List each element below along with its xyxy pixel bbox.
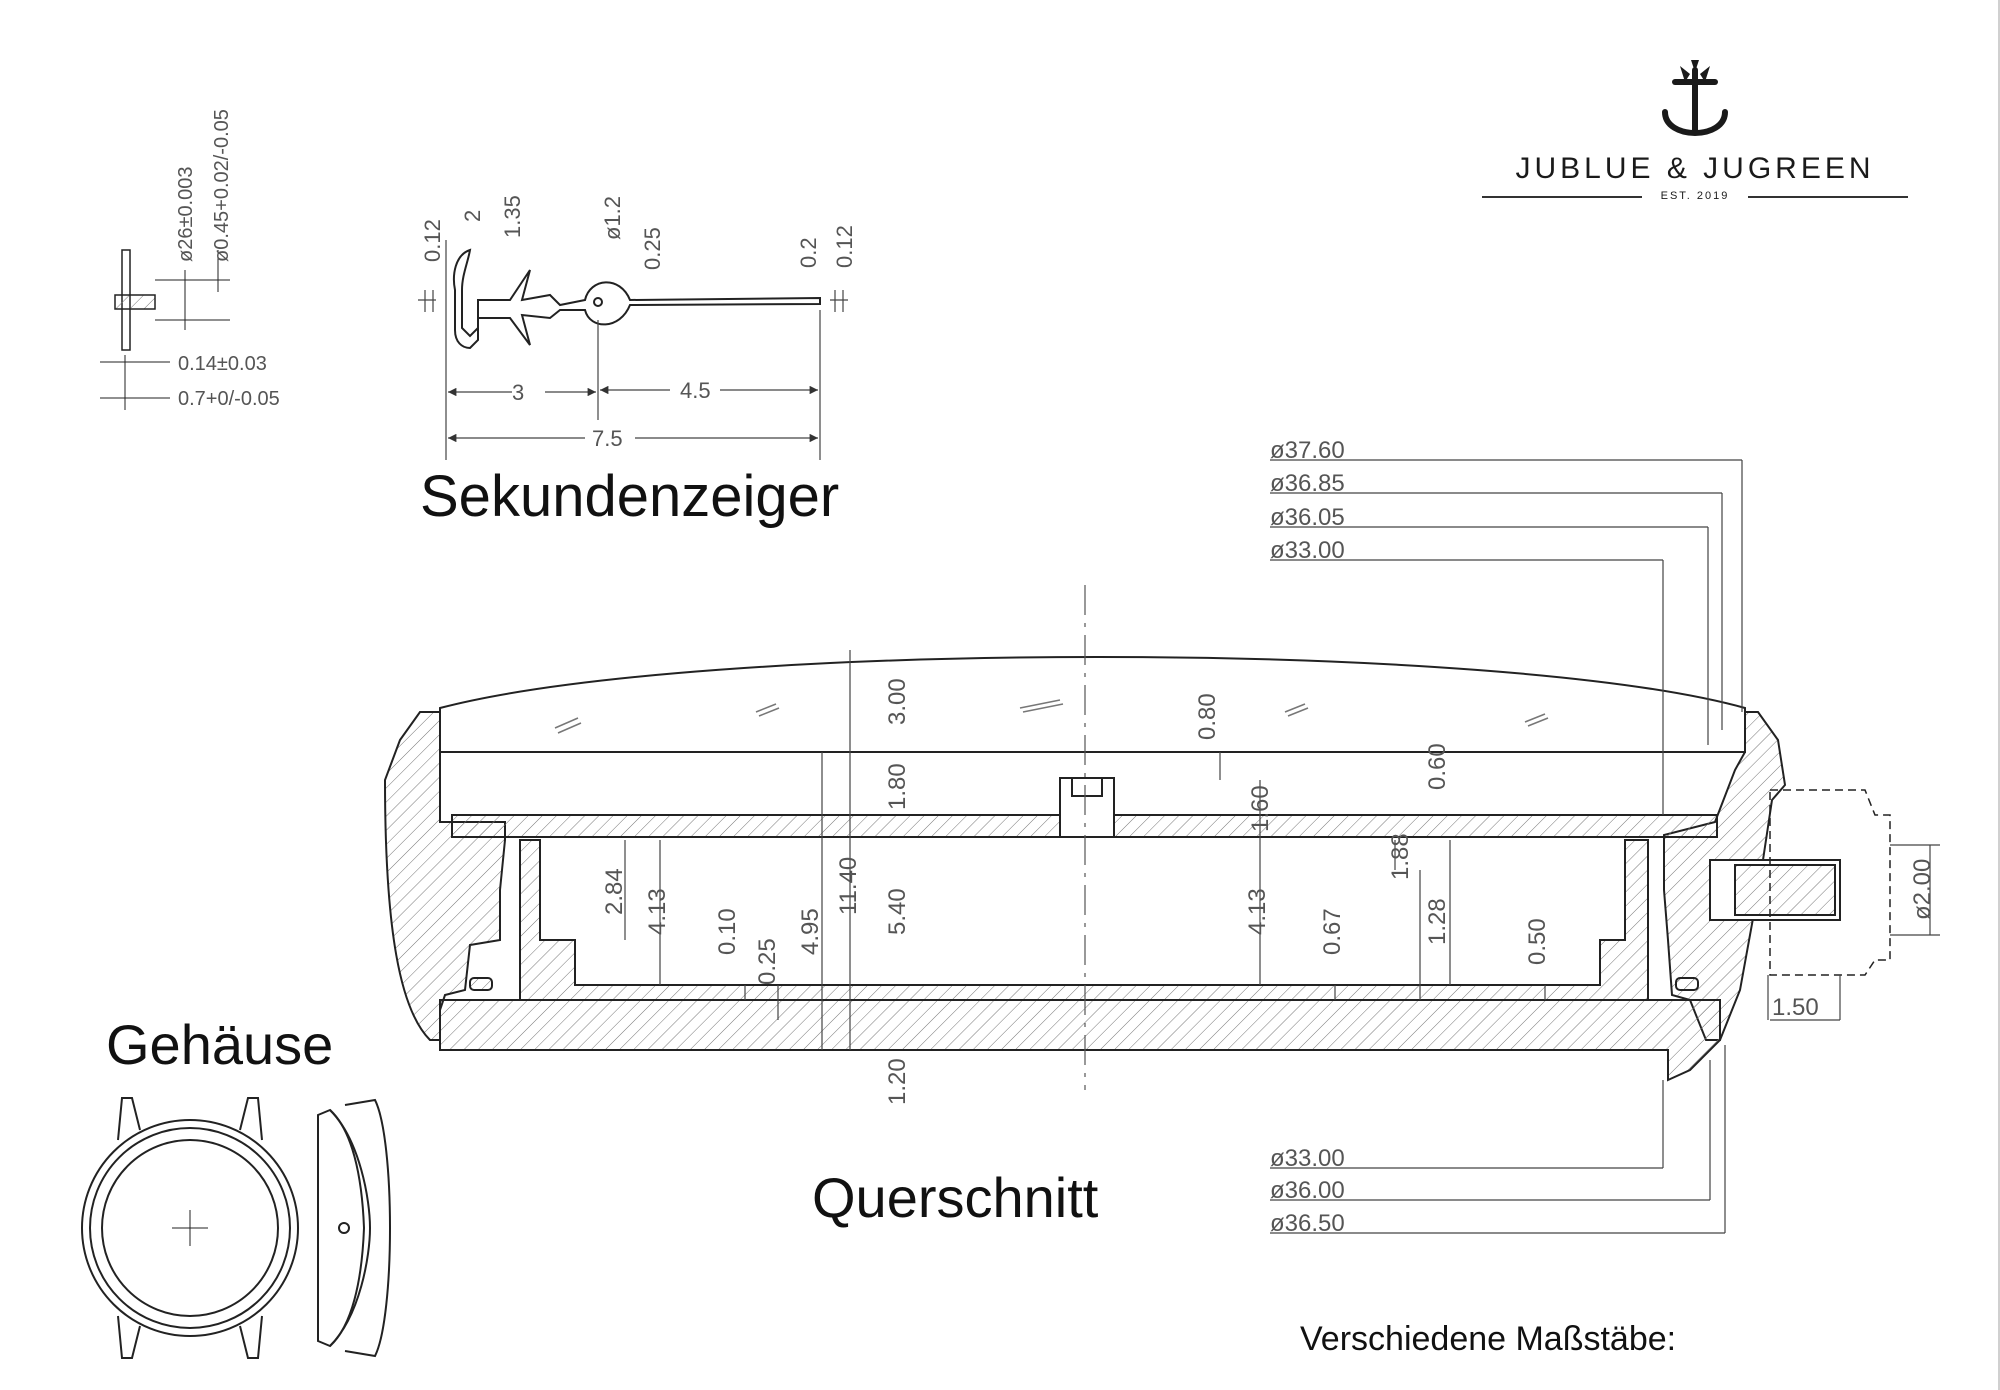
dim-bezel-step: 0.60 <box>1424 743 1451 790</box>
dim-crown-center: 1.28 <box>1424 898 1451 945</box>
brand-established: EST. 2019 <box>1660 190 1730 202</box>
pin-dim-length: 0.7+0/-0.05 <box>178 388 280 410</box>
sh-dim-tip: 0.2 <box>796 237 821 268</box>
sh-dim-arm: 0.25 <box>640 227 665 270</box>
dim-dial-gap: 1.80 <box>884 763 911 810</box>
dim-ring-a: 0.10 <box>714 908 741 955</box>
pin-dim-hole: ø0.45+0.02/-0.05 <box>211 109 233 262</box>
diam-bottom-2: ø36.00 <box>1270 1177 1345 1204</box>
trident-anchor-icon <box>1480 60 1910 150</box>
sh-dim-tip-left: 0.12 <box>420 219 445 262</box>
dim-movement-b: 4.13 <box>644 888 671 935</box>
pin-dim-diameter: ø26±0.003 <box>175 166 197 262</box>
diam-bottom-1: ø33.00 <box>1270 1145 1345 1172</box>
brand-rule-right <box>1748 196 1908 198</box>
dim-caseback: 1.20 <box>884 1058 911 1105</box>
diam-top-3: ø36.05 <box>1270 504 1345 531</box>
scale-note: Verschiedene Maßstäbe: <box>1300 1320 1677 1358</box>
case-front-view <box>82 1098 298 1358</box>
gasket-right <box>1676 978 1698 990</box>
sh-dim-length-front: 4.5 <box>680 378 711 403</box>
brand-name: JUBLUE & JUGREEN <box>1515 152 1875 185</box>
case-back <box>440 1000 1720 1080</box>
dim-dial-to-ring: 2.84 <box>601 868 628 915</box>
diam-top-4: ø33.00 <box>1270 537 1345 564</box>
seconds-hand-hub <box>594 298 602 306</box>
brand-logo <box>1480 60 1910 210</box>
diam-top-2: ø36.85 <box>1270 470 1345 497</box>
diam-bottom-3: ø36.50 <box>1270 1210 1345 1237</box>
dim-ring-c: 0.67 <box>1319 908 1346 955</box>
sh-dim-tip-right: 0.12 <box>832 225 857 268</box>
dim-movement-c: 4.13 <box>1244 888 1271 935</box>
pin-detail <box>100 250 230 410</box>
case-side-view <box>318 1100 390 1356</box>
gasket-left <box>470 978 492 990</box>
sh-dim-length-tail: 3 <box>512 380 525 405</box>
dim-ring-d: 0.50 <box>1524 918 1551 965</box>
dim-crystal-height: 3.00 <box>884 678 911 725</box>
sh-dim-hub: ø1.2 <box>600 195 625 240</box>
dim-total-height: 11.40 <box>835 856 862 915</box>
pin-collar <box>115 295 155 309</box>
seconds-hand-title: Sekundenzeiger <box>420 464 840 529</box>
dim-crown-diameter: ø2.00 <box>1909 858 1936 920</box>
dim-movement-a: 4.95 <box>797 908 824 955</box>
dim-crown-length: 1.50 <box>1772 994 1819 1021</box>
crystal <box>440 657 1745 752</box>
seconds-hand-outline <box>454 250 820 348</box>
movement-ring <box>520 840 1648 1000</box>
pin-dim-width: 0.14±0.03 <box>178 353 267 375</box>
cross-section-title: Querschnitt <box>812 1166 1099 1229</box>
seconds-hand-dimension-lines <box>418 240 848 460</box>
seconds-hand-drawing <box>454 250 820 348</box>
dim-movement-height: 5.40 <box>884 888 911 935</box>
dim-dial-space: 1.60 <box>1247 785 1274 832</box>
dim-crystal-thickness: 0.80 <box>1194 693 1221 740</box>
dim-crown-offset: 1.88 <box>1387 833 1414 880</box>
sh-dim-length-total: 7.5 <box>592 426 623 451</box>
dim-ring-b: 0.25 <box>754 938 781 985</box>
diam-top-1: ø37.60 <box>1270 437 1345 464</box>
case-title: Gehäuse <box>106 1013 334 1076</box>
sh-dim-arrow: 1.35 <box>500 195 525 238</box>
sh-dim-counterweight: 2 <box>460 209 485 222</box>
